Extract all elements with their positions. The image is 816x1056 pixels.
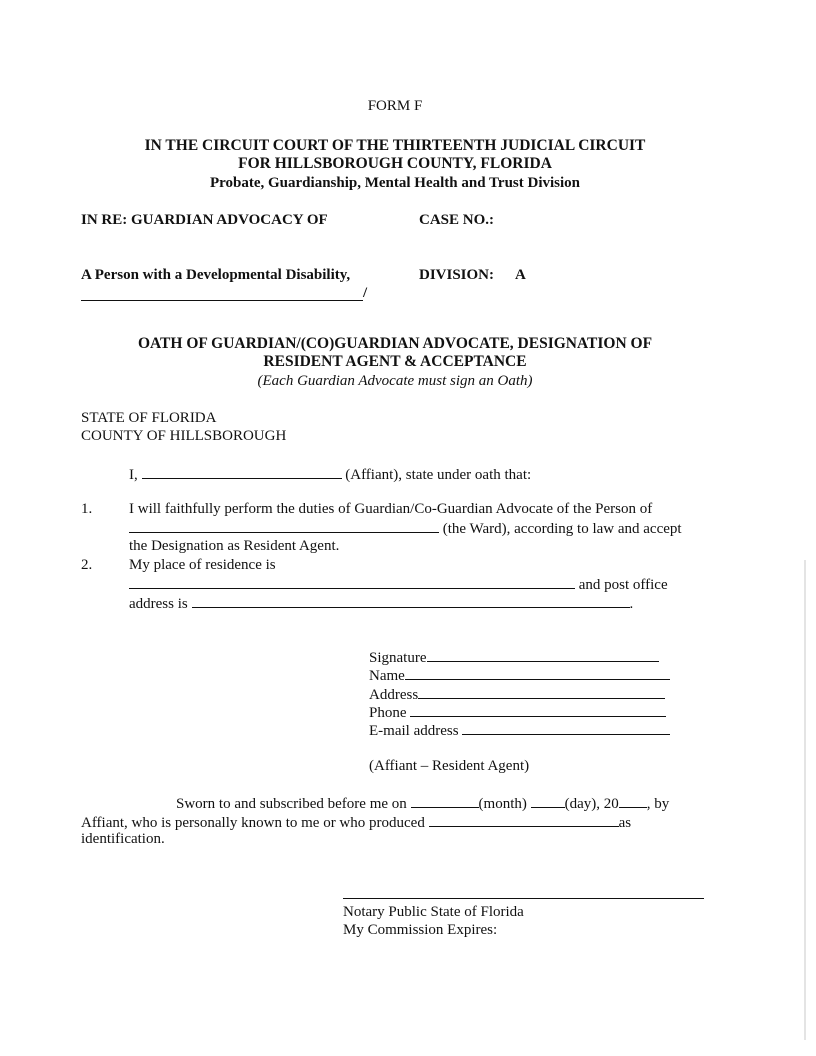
signature-row bbox=[369, 647, 659, 667]
case-number-label: CASE NO.: bbox=[419, 212, 495, 228]
court-name-line2: FOR HILLSBOROUGH COUNTY, FLORIDA bbox=[238, 155, 552, 172]
form-label: FORM F bbox=[367, 98, 423, 114]
item-1-text-b: (the Ward), according to law and accept bbox=[442, 521, 682, 537]
division-value: A bbox=[515, 267, 526, 283]
affiant-suffix: (Affiant), state under oath that: bbox=[345, 467, 532, 483]
address-row bbox=[369, 684, 665, 704]
signature-label: Signature bbox=[369, 650, 427, 666]
email-row bbox=[369, 720, 670, 740]
residence-blank bbox=[129, 574, 575, 589]
affiant-statement bbox=[129, 464, 531, 484]
jurat-by: , by bbox=[646, 796, 670, 812]
jurat-as: as bbox=[618, 815, 632, 831]
caption-slash: / bbox=[363, 285, 368, 301]
venue-county: COUNTY OF HILLSBOROUGH bbox=[81, 428, 287, 444]
signature-blank bbox=[427, 647, 659, 662]
item-2-line2 bbox=[129, 574, 668, 594]
phone-row bbox=[369, 702, 666, 722]
person-caption: A Person with a Developmental Disability, bbox=[81, 267, 351, 283]
name-blank bbox=[405, 665, 670, 680]
address-label: Address bbox=[369, 687, 419, 703]
email-blank bbox=[462, 720, 670, 735]
item-1-number: 1. bbox=[81, 501, 93, 517]
day-blank bbox=[531, 793, 565, 808]
jurat-month: (month) bbox=[478, 796, 527, 812]
item-2-number: 2. bbox=[81, 557, 93, 573]
jurat-line1 bbox=[176, 793, 669, 813]
item-1-text-c: the Designation as Resident Agent. bbox=[129, 538, 340, 554]
item-1-line2 bbox=[129, 518, 682, 538]
phone-blank bbox=[410, 702, 666, 717]
phone-label: Phone bbox=[369, 705, 407, 721]
jurat-produced: Affiant, who is personally known to me or who produced bbox=[81, 815, 425, 831]
name-row bbox=[369, 665, 670, 685]
ward-blank bbox=[129, 518, 439, 533]
name-label: Name bbox=[369, 668, 405, 684]
scan-edge-shadow bbox=[804, 560, 806, 1040]
jurat-line2 bbox=[81, 812, 631, 832]
email-label: E-mail address bbox=[369, 723, 459, 739]
jurat-line3: identification. bbox=[81, 831, 165, 847]
year-blank bbox=[619, 793, 647, 808]
item-2-text-b: and post office bbox=[578, 577, 668, 593]
item-2-text-a: My place of residence is bbox=[129, 557, 276, 573]
affiant-role: (Affiant – Resident Agent) bbox=[369, 758, 530, 774]
division-label: DIVISION: bbox=[419, 267, 495, 283]
venue-state: STATE OF FLORIDA bbox=[81, 410, 217, 426]
document-title-line1: OATH OF GUARDIAN/(CO)GUARDIAN ADVOCATE, DESIGNATION OF bbox=[137, 335, 653, 352]
address-blank bbox=[418, 684, 665, 699]
document-title-line2: RESIDENT AGENT & ACCEPTANCE bbox=[263, 353, 527, 370]
item-2-line3 bbox=[129, 593, 633, 613]
item-2-period: . bbox=[629, 596, 634, 612]
court-name-line1: IN THE CIRCUIT COURT OF THE THIRTEENTH JUDICIAL CIRCUIT bbox=[144, 137, 646, 154]
court-division: Probate, Guardianship, Mental Health and Trust Division bbox=[209, 175, 581, 191]
item-1-text-a: I will faithfully perform the duties of Guardian/Co-Guardian Advocate of the Person of bbox=[129, 501, 653, 517]
notary-title: Notary Public State of Florida bbox=[343, 904, 524, 920]
item-2-text-c: address is bbox=[129, 596, 188, 612]
document-subtitle: (Each Guardian Advocate must sign an Oath) bbox=[257, 373, 533, 389]
post-office-address-blank bbox=[192, 593, 630, 608]
identification-blank bbox=[429, 812, 619, 827]
ward-name-blank bbox=[81, 300, 363, 301]
notary-signature-line bbox=[343, 898, 704, 899]
affiant-prefix: I, bbox=[129, 467, 138, 483]
notary-commission: My Commission Expires: bbox=[343, 922, 498, 938]
jurat-day: (day), 20 bbox=[564, 796, 619, 812]
month-blank bbox=[411, 793, 479, 808]
in-re-caption: IN RE: GUARDIAN ADVOCACY OF bbox=[81, 212, 328, 228]
jurat-sworn: Sworn to and subscribed before me on bbox=[176, 796, 407, 812]
affiant-name-blank bbox=[142, 464, 342, 479]
